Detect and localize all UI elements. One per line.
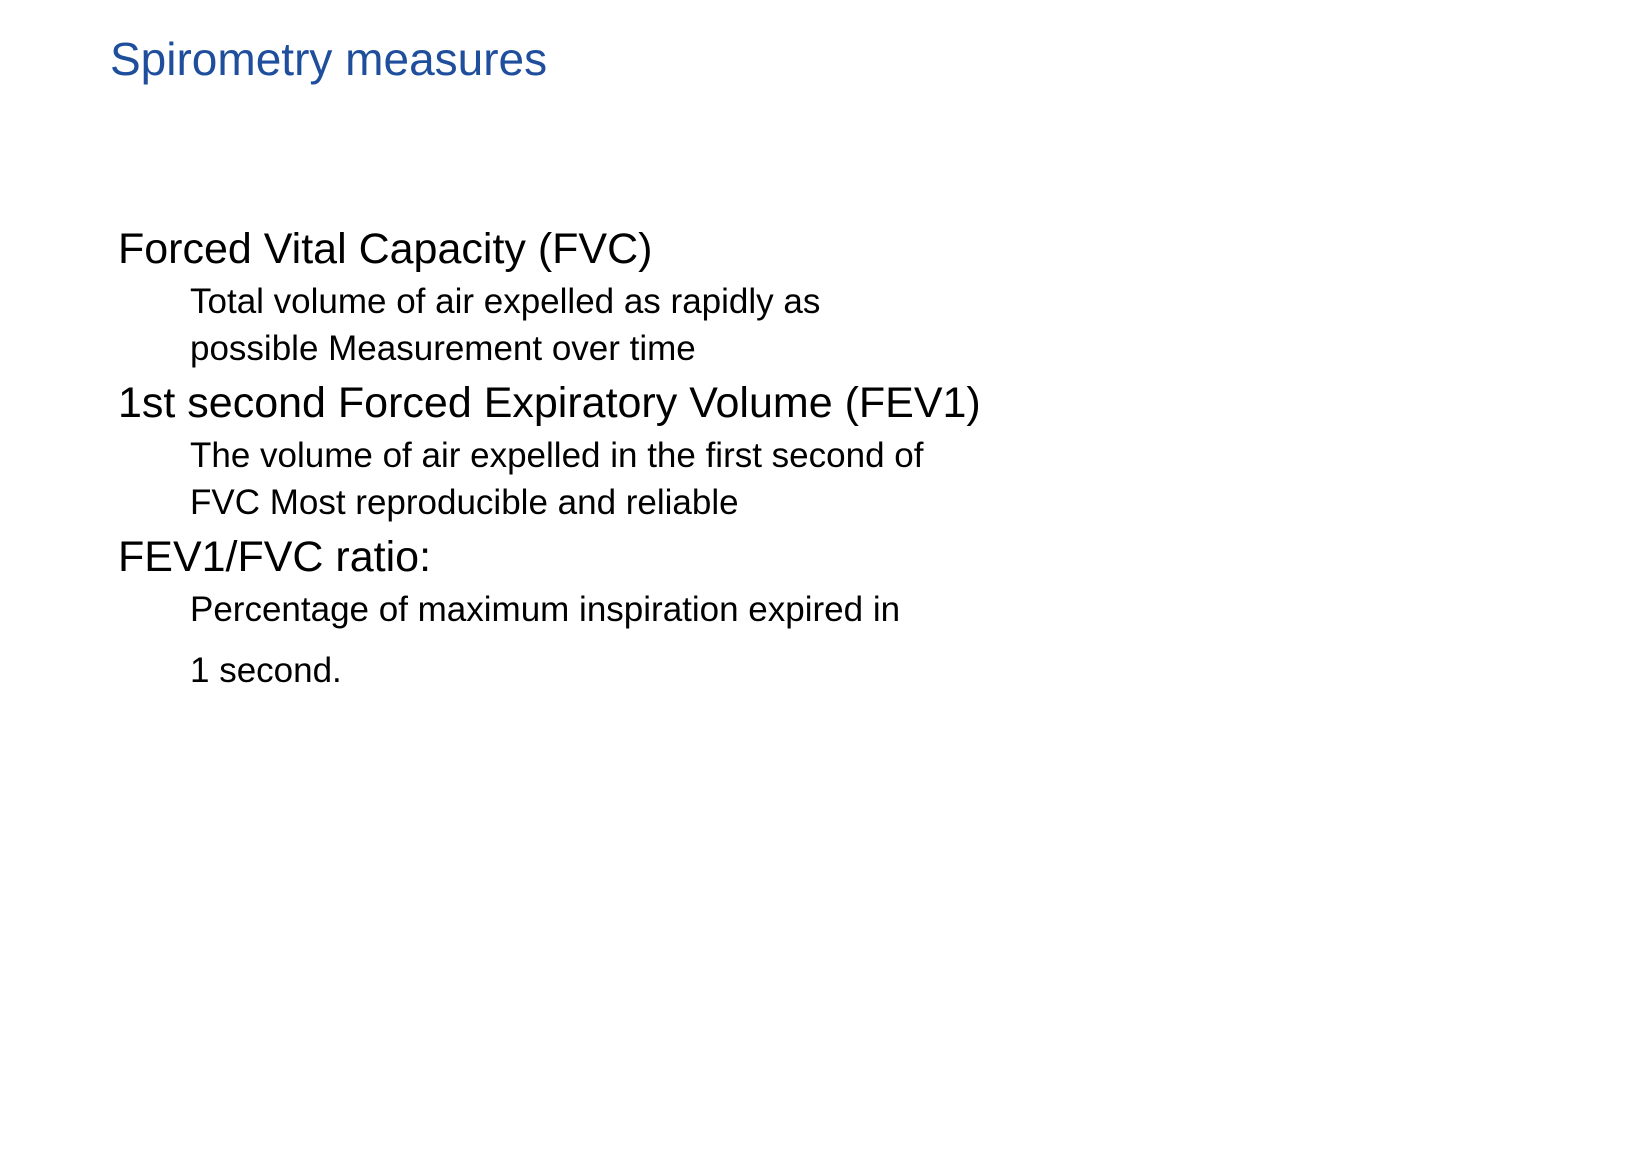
bullet-detail-fev1-line-1: The volume of air expelled in the first second of	[190, 436, 924, 476]
bullet-detail-ratio-line-2: 1 second.	[190, 650, 342, 690]
bullet-detail-fvc-line-2: possible Measurement over time	[190, 328, 696, 368]
content-block-fev1	[118, 376, 1418, 526]
page-title: Spirometry measures	[110, 33, 548, 85]
bullet-heading-fev1: 1st second Forced Expiratory Volume (FEV1)	[118, 379, 981, 428]
content-block-ratio	[118, 530, 1418, 694]
bullet-detail-ratio-line-1: Percentage of maximum inspiration expired in	[190, 590, 901, 630]
bullet-heading-fvc: Forced Vital Capacity (FVC)	[118, 225, 653, 273]
content-block-fvc	[118, 222, 1418, 372]
bullet-heading-ratio: FEV1/FVC ratio:	[118, 533, 432, 582]
bullet-detail-fvc-line-1: Total volume of air expelled as rapidly as	[190, 282, 821, 322]
slide-body	[118, 222, 1418, 698]
bullet-detail-fev1-line-2: FVC Most reproducible and reliable	[190, 482, 739, 522]
